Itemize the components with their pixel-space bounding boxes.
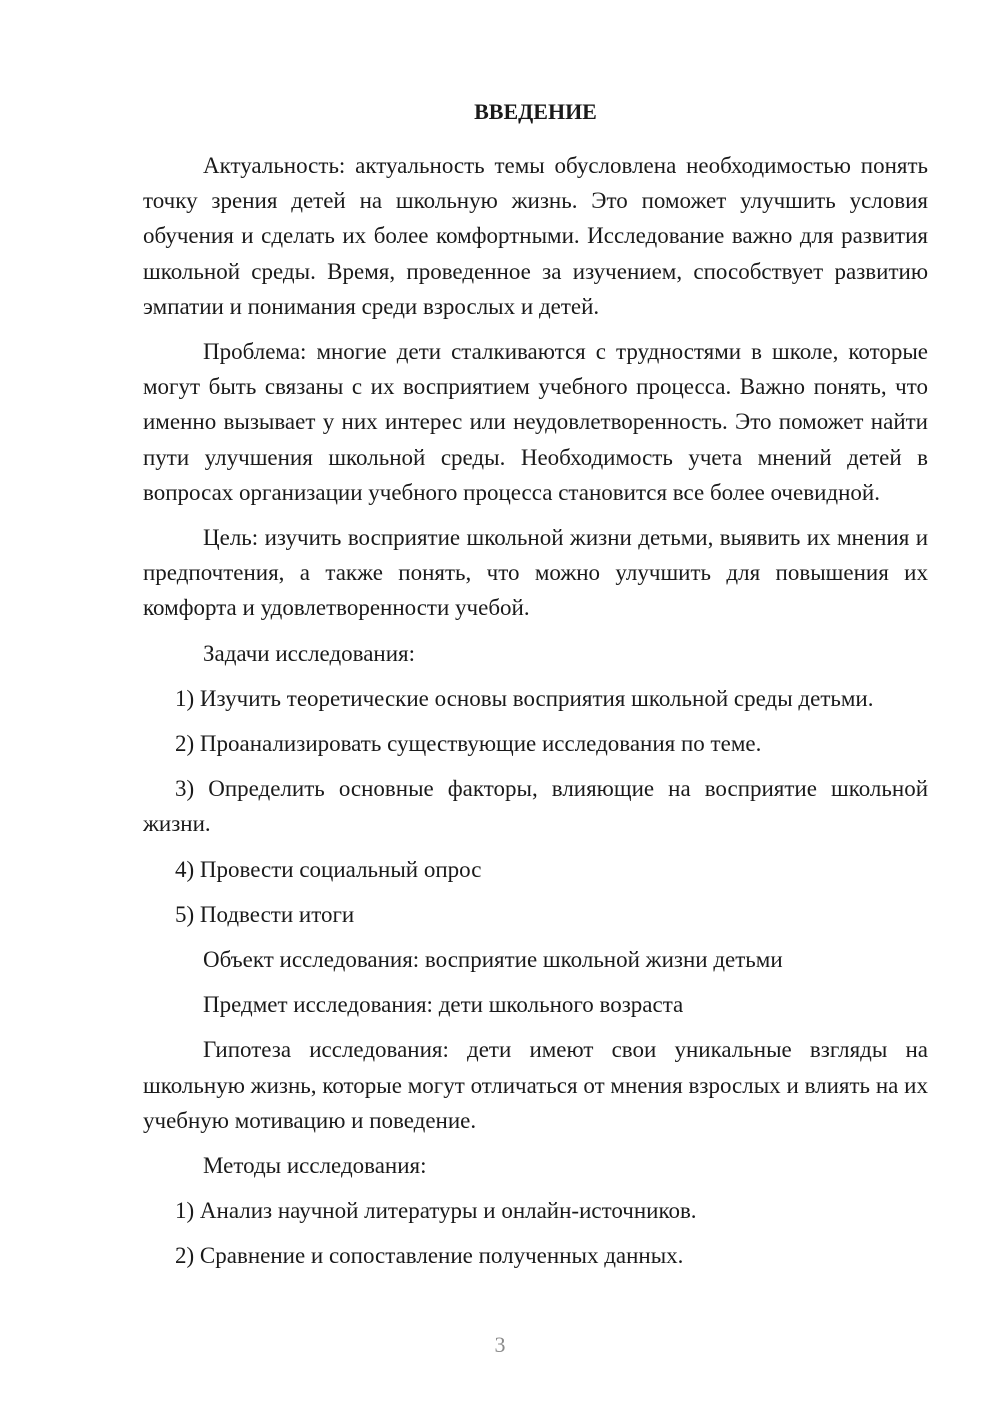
task-item: 4) Провести социальный опрос <box>175 856 482 882</box>
section-title: ВВЕДЕНИЕ <box>474 99 597 124</box>
method-item: 1) Анализ научной литературы и онлайн-источников. <box>175 1198 697 1224</box>
method-item: 2) Сравнение и сопоставление полученных данных. <box>175 1243 684 1269</box>
task-item: 3) Определить основные факторы, влияющие на восприятие школьной жизни. <box>143 776 928 837</box>
object-line: Объект исследования: восприятие школьной жизни детьми <box>203 947 783 973</box>
problem-paragraph: Проблема: многие дети сталкиваются с трудностями в школе, которые могут быть связаны с их восприятием учебного процесса. Важно понять, что именно вызывает у них интерес или неудовлетворенность. Это поможет найти пути улучшения школьной среды. Необходимость учета мнений детей в вопросах организации учебного процесса становится все более очевидной. <box>143 339 928 505</box>
relevance-paragraph: Актуальность: актуальность темы обусловлена необходимостью понять точку зрения детей на школьную жизнь. Это поможет улучшить условия обучения и сделать их более комфортными. Исследование важно для развития школьной среды. Время, проведенное за изучением, способствует развитию эмпатии и понимания среди взрослых и детей. <box>143 153 928 319</box>
task-item: 5) Подвести итоги <box>175 901 355 927</box>
tasks-heading: Задачи исследования: <box>203 640 416 666</box>
subject-line: Предмет исследования: дети школьного возраста <box>203 992 684 1018</box>
task-item: 1) Изучить теоретические основы восприятия школьной среды детьми. <box>175 685 874 711</box>
document-page <box>143 92 928 1284</box>
goal-paragraph: Цель: изучить восприятие школьной жизни детьми, выявить их мнения и предпочтения, а также понять, что можно улучшить для повышения их комфорта и удовлетворенности учебой. <box>143 525 928 621</box>
task-item: 2) Проанализировать существующие исследования по теме. <box>175 731 762 757</box>
methods-heading: Методы исследования: <box>203 1153 427 1179</box>
page-number: 3 <box>494 1332 506 1357</box>
hypothesis-paragraph: Гипотеза исследования: дети имеют свои уникальные взгляды на школьную жизнь, которые могут отличаться от мнения взрослых и влиять на их учебную мотивацию и поведение. <box>143 1037 928 1133</box>
